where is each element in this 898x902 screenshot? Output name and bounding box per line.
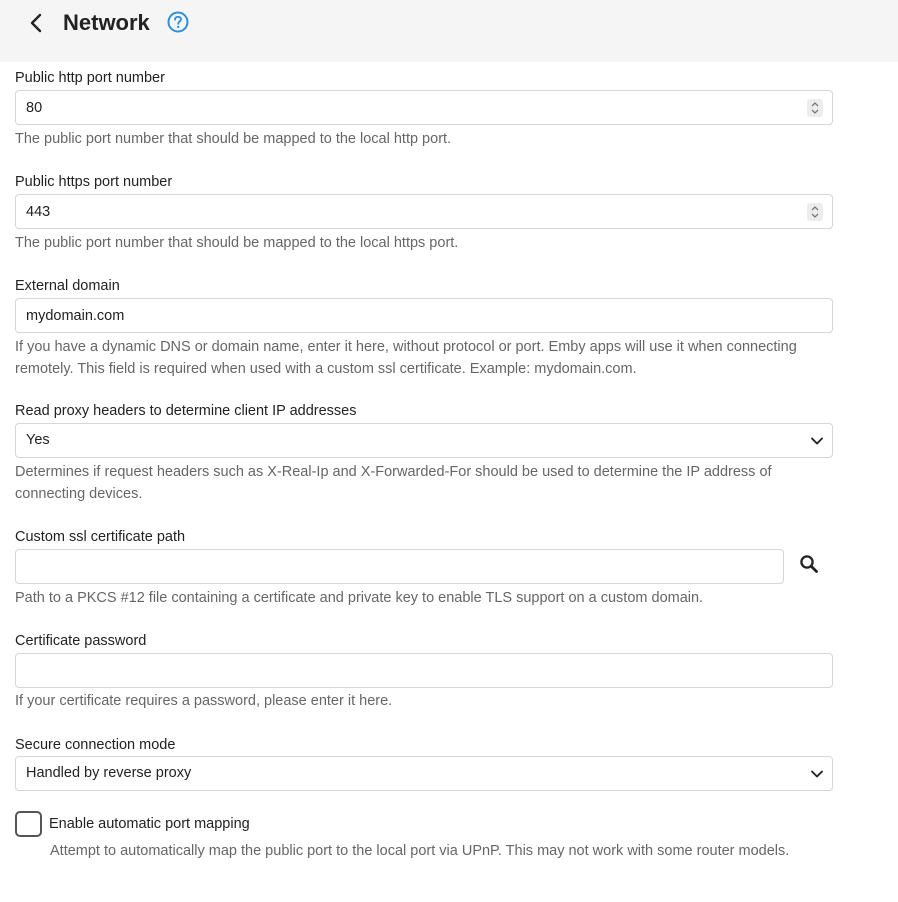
back-button[interactable] [22,9,50,37]
secure-mode-label: Secure connection mode [15,737,176,753]
cert-password-input[interactable] [16,654,832,687]
port-mapping-label[interactable]: Enable automatic port mapping [49,816,250,832]
https-port-field[interactable] [15,194,833,229]
proxy-headers-label: Read proxy headers to determine client IP addresses [15,403,357,419]
ssl-cert-path-field[interactable] [15,549,784,584]
external-domain-label: External domain [15,278,120,294]
browse-cert-button[interactable] [796,551,822,577]
stepper-arrows-icon [810,205,820,219]
http-port-stepper[interactable] [807,99,823,117]
port-mapping-checkbox[interactable] [15,811,42,837]
chevron-down-icon [810,434,824,448]
https-port-help: The public port number that should be mapped to the local https port. [15,235,459,251]
cert-password-help: If your certificate requires a password, please enter it here. [15,693,393,709]
http-port-label: Public http port number [15,70,165,86]
http-port-help: The public port number that should be mapped to the local http port. [15,131,452,147]
external-domain-field[interactable] [15,298,833,333]
https-port-stepper[interactable] [807,203,823,221]
page-title: Network [63,10,150,35]
proxy-headers-selected-value: Yes [26,432,50,448]
secure-mode-select[interactable] [15,756,833,791]
ssl-cert-path-help: Path to a PKCS #12 file containing a certificate and private key to enable TLS support on a custom domain. [15,590,704,606]
proxy-headers-select[interactable] [15,423,833,458]
chevron-down-icon [810,767,824,781]
cert-password-label: Certificate password [15,633,147,649]
ssl-cert-path-input[interactable] [16,550,783,583]
external-domain-input[interactable] [16,299,832,332]
https-port-input[interactable] [16,195,832,228]
secure-mode-selected-value: Handled by reverse proxy [26,765,192,781]
proxy-headers-help: Determines if request headers such as X-Real-Ip and X-Forwarded-For should be used to determine the IP address of connecting devices. [15,464,772,502]
external-domain-help: If you have a dynamic DNS or domain name, enter it here, without protocol or port. Emby apps will use it when connecting remotely. This field is required when used with a custom ssl certificate. Example: mydomain.com. [15,339,797,377]
search-icon [799,554,819,574]
header-bar [0,0,898,62]
help-button[interactable] [167,11,189,33]
http-port-input[interactable] [16,91,832,124]
chevron-left-icon [28,13,44,33]
http-port-field[interactable] [15,90,833,125]
cert-password-field[interactable] [15,653,833,688]
port-mapping-help: Attempt to automatically map the public port to the local port via UPnP. This may not work with some router models. [50,843,790,859]
ssl-cert-path-label: Custom ssl certificate path [15,529,186,545]
stepper-arrows-icon [810,101,820,115]
https-port-label: Public https port number [15,174,173,190]
question-circle-icon [167,11,189,33]
